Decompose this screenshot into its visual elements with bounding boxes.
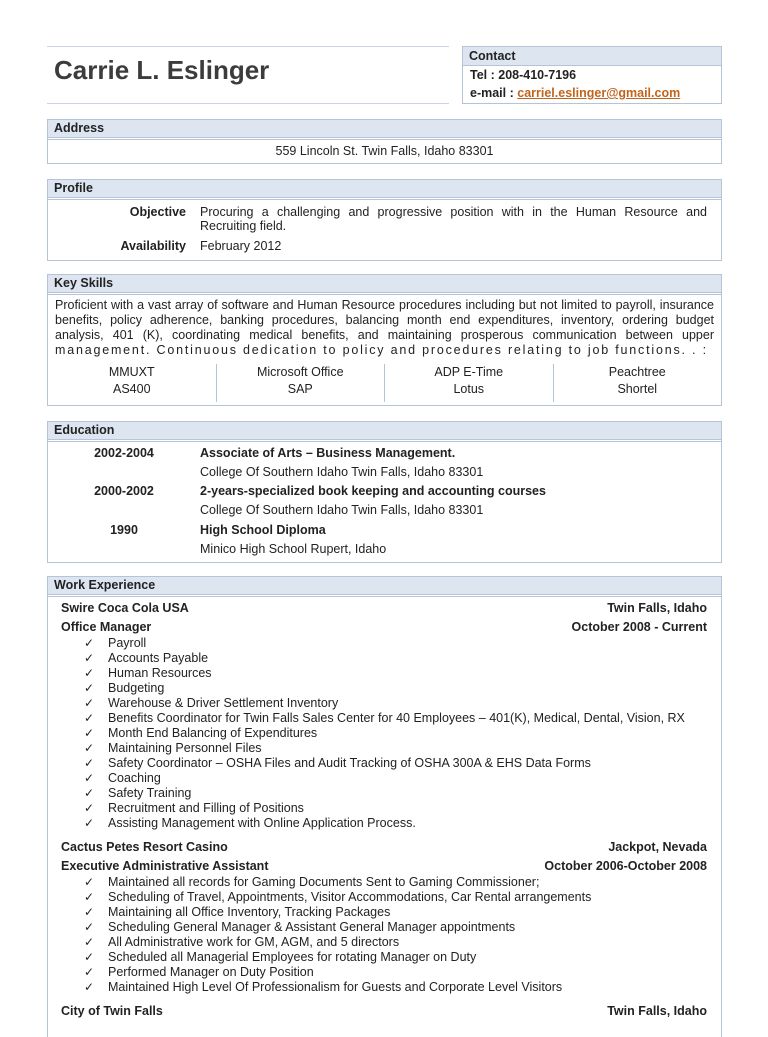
job-title: Office Manager bbox=[61, 619, 152, 634]
duty-text: Scheduling of Travel, Appointments, Visitor Accommodations, Car Rental arrangements bbox=[108, 890, 592, 904]
job-location: Twin Falls, Idaho bbox=[607, 1004, 707, 1018]
job-entry bbox=[48, 1002, 721, 1021]
duty-item bbox=[84, 801, 721, 816]
skills-summary bbox=[48, 295, 721, 358]
education-years: 2000-2002 bbox=[94, 484, 154, 498]
education-spacer bbox=[48, 463, 200, 482]
skill-item: ADP E-Time bbox=[434, 365, 504, 379]
job-employer: Cactus Petes Resort Casino bbox=[61, 840, 228, 854]
checkmark-icon: ✓ bbox=[84, 651, 95, 665]
education-spacer bbox=[48, 540, 200, 559]
duty-text: Safety Training bbox=[108, 786, 192, 800]
job-location: Twin Falls, Idaho bbox=[607, 601, 707, 615]
candidate-name: Carrie L. Eslinger bbox=[54, 55, 270, 85]
duty-text: All Administrative work for GM, AGM, and 5 directors bbox=[108, 935, 400, 949]
skills-grid bbox=[48, 364, 721, 402]
checkmark-icon: ✓ bbox=[84, 980, 95, 994]
duty-text: Maintaining all Office Inventory, Tracking Packages bbox=[108, 905, 391, 919]
education-school-row bbox=[48, 540, 721, 559]
skill-item: Lotus bbox=[453, 382, 485, 396]
duty-item bbox=[84, 965, 721, 980]
availability-value: February 2012 bbox=[200, 239, 282, 253]
duty-item bbox=[84, 890, 721, 905]
skills-column bbox=[384, 364, 553, 402]
address-section bbox=[47, 119, 722, 164]
profile-section bbox=[47, 179, 722, 261]
work-experience-section bbox=[47, 576, 722, 1037]
address-value: 559 Lincoln St. Twin Falls, Idaho 83301 bbox=[48, 139, 721, 163]
checkmark-icon: ✓ bbox=[84, 905, 95, 919]
job-location: Jackpot, Nevada bbox=[608, 840, 707, 854]
duty-item bbox=[84, 920, 721, 935]
checkmark-icon: ✓ bbox=[84, 875, 95, 889]
duty-item bbox=[84, 905, 721, 920]
education-heading: Education bbox=[48, 422, 721, 440]
education-years: 1990 bbox=[110, 523, 138, 537]
education-school: Minico High School Rupert, Idaho bbox=[200, 542, 387, 556]
key-skills-section bbox=[47, 274, 722, 406]
profile-body bbox=[48, 199, 721, 261]
checkmark-icon: ✓ bbox=[84, 681, 95, 695]
checkmark-icon: ✓ bbox=[84, 756, 95, 770]
duty-item bbox=[84, 666, 721, 681]
checkmark-icon: ✓ bbox=[84, 950, 95, 964]
job-header bbox=[48, 838, 721, 857]
skills-column bbox=[48, 364, 216, 402]
duty-text: Coaching bbox=[108, 771, 161, 785]
duty-text: Scheduling General Manager & Assistant General Manager appointments bbox=[108, 920, 516, 934]
duty-item bbox=[84, 636, 721, 651]
duty-item bbox=[84, 786, 721, 801]
duty-text: Safety Coordinator – OSHA Files and Audit Tracking of OSHA 300A & EHS Data Forms bbox=[108, 756, 591, 770]
duty-item bbox=[84, 681, 721, 696]
education-section bbox=[47, 421, 722, 563]
skills-column bbox=[216, 364, 385, 402]
duty-text: Recruitment and Filling of Positions bbox=[108, 801, 304, 815]
checkmark-icon: ✓ bbox=[84, 741, 95, 755]
job-entry bbox=[48, 838, 721, 995]
key-skills-body bbox=[48, 294, 721, 402]
duty-text: Assisting Management with Online Application Process. bbox=[108, 816, 416, 830]
education-school: College Of Southern Idaho Twin Falls, Idaho 83301 bbox=[200, 503, 484, 517]
duty-text: Month End Balancing of Expenditures bbox=[108, 726, 318, 740]
contact-box bbox=[462, 46, 722, 104]
education-entry bbox=[48, 444, 721, 463]
duty-item bbox=[84, 711, 721, 726]
skills-column bbox=[553, 364, 722, 402]
job-dates: October 2008 - Current bbox=[571, 619, 707, 634]
skill-item: Peachtree bbox=[608, 365, 666, 379]
checkmark-icon: ✓ bbox=[84, 935, 95, 949]
availability-label: Availability bbox=[120, 239, 186, 253]
duty-text: Maintained all records for Gaming Documents Sent to Gaming Commissioner; bbox=[108, 875, 540, 889]
education-school-row bbox=[48, 463, 721, 482]
skill-item: Shortel bbox=[617, 382, 658, 396]
profile-heading: Profile bbox=[48, 180, 721, 198]
checkmark-icon: ✓ bbox=[84, 711, 95, 725]
checkmark-icon: ✓ bbox=[84, 726, 95, 740]
availability-row bbox=[48, 239, 721, 253]
job-employer: City of Twin Falls bbox=[61, 1004, 163, 1018]
duty-text: Performed Manager on Duty Position bbox=[108, 965, 314, 979]
duty-text: Payroll bbox=[108, 636, 147, 650]
skill-item: Microsoft Office bbox=[256, 365, 344, 379]
job-header bbox=[48, 1002, 721, 1021]
duty-item bbox=[84, 771, 721, 786]
education-title: High School Diploma bbox=[200, 523, 326, 537]
duty-text: Maintaining Personnel Files bbox=[108, 741, 262, 755]
checkmark-icon: ✓ bbox=[84, 636, 95, 650]
duty-text: Scheduled all Managerial Employees for rotating Manager on Duty bbox=[108, 950, 477, 964]
duty-text: Benefits Coordinator for Twin Falls Sales Center for 40 Employees – 401(K), Medical, Dental, Vision, RX bbox=[108, 711, 685, 725]
education-school: College Of Southern Idaho Twin Falls, Idaho 83301 bbox=[200, 465, 484, 479]
job-employer: Swire Coca Cola USA bbox=[61, 601, 189, 615]
objective-row bbox=[48, 205, 721, 233]
email-link[interactable]: carriel.eslinger@gmail.com bbox=[517, 86, 681, 100]
duty-text: Accounts Payable bbox=[108, 651, 209, 665]
address-heading: Address bbox=[48, 120, 721, 138]
duty-item bbox=[84, 816, 721, 831]
email-label: e-mail : bbox=[470, 86, 514, 100]
name-block bbox=[47, 46, 449, 104]
duty-item bbox=[84, 980, 721, 995]
checkmark-icon: ✓ bbox=[84, 696, 95, 710]
skills-summary-last: management. Continuous dedication to policy and procedures relating to job functions. . : bbox=[55, 343, 708, 357]
checkmark-icon: ✓ bbox=[84, 666, 95, 680]
checkmark-icon: ✓ bbox=[84, 801, 95, 815]
duty-item bbox=[84, 741, 721, 756]
job-title: Executive Administrative Assistant bbox=[61, 858, 269, 873]
duty-item bbox=[84, 875, 721, 890]
checkmark-icon: ✓ bbox=[84, 816, 95, 830]
contact-heading: Contact bbox=[463, 47, 721, 66]
objective-value: Procuring a challenging and progressive position with in the Human Resource and Recruiting field. bbox=[200, 205, 707, 233]
work-experience-heading: Work Experience bbox=[48, 577, 721, 595]
duty-text: Budgeting bbox=[108, 681, 165, 695]
job-subheader bbox=[48, 857, 721, 876]
duty-text: Maintained High Level Of Professionalism for Guests and Corporate Level Visitors bbox=[108, 980, 563, 994]
duty-text: Warehouse & Driver Settlement Inventory bbox=[108, 696, 339, 710]
job-header bbox=[48, 599, 721, 618]
contact-phone: Tel : 208-410-7196 bbox=[470, 68, 577, 82]
checkmark-icon: ✓ bbox=[84, 890, 95, 904]
job-entry bbox=[48, 599, 721, 831]
job-duties bbox=[48, 875, 721, 995]
duty-item bbox=[84, 950, 721, 965]
job-duties bbox=[48, 636, 721, 831]
education-title: Associate of Arts – Business Management. bbox=[200, 446, 456, 460]
skill-item: AS400 bbox=[112, 382, 151, 396]
skills-summary-main: Proficient with a vast array of software and Human Resource procedures including but not limited to payroll, insurance benefits, policy adherence, banking procedures, balancing month end expenditures, inventory, ordering budget analysis, 401 (K), coordinating medical benefits, and maintaining prosperous communication between upper bbox=[55, 298, 714, 342]
education-spacer bbox=[48, 501, 200, 520]
education-school-row bbox=[48, 501, 721, 520]
duty-item bbox=[84, 935, 721, 950]
checkmark-icon: ✓ bbox=[84, 771, 95, 785]
skill-item: MMUXT bbox=[108, 365, 155, 379]
duty-item bbox=[84, 756, 721, 771]
checkmark-icon: ✓ bbox=[84, 786, 95, 800]
education-title: 2-years-specialized book keeping and accounting courses bbox=[200, 484, 546, 498]
job-subheader bbox=[48, 618, 721, 637]
duty-item bbox=[84, 651, 721, 666]
skill-item: SAP bbox=[287, 382, 313, 396]
duty-item bbox=[84, 696, 721, 711]
objective-label: Objective bbox=[129, 205, 186, 219]
education-entry bbox=[48, 521, 721, 540]
checkmark-icon: ✓ bbox=[84, 920, 95, 934]
education-entry bbox=[48, 482, 721, 501]
duty-text: Human Resources bbox=[108, 666, 212, 680]
work-experience-body bbox=[48, 596, 721, 1021]
education-years: 2002-2004 bbox=[94, 446, 154, 460]
job-dates: October 2006-October 2008 bbox=[544, 858, 707, 873]
key-skills-heading: Key Skills bbox=[48, 275, 721, 293]
education-body bbox=[48, 441, 721, 559]
duty-item bbox=[84, 726, 721, 741]
contact-email-row bbox=[463, 84, 721, 102]
checkmark-icon: ✓ bbox=[84, 965, 95, 979]
